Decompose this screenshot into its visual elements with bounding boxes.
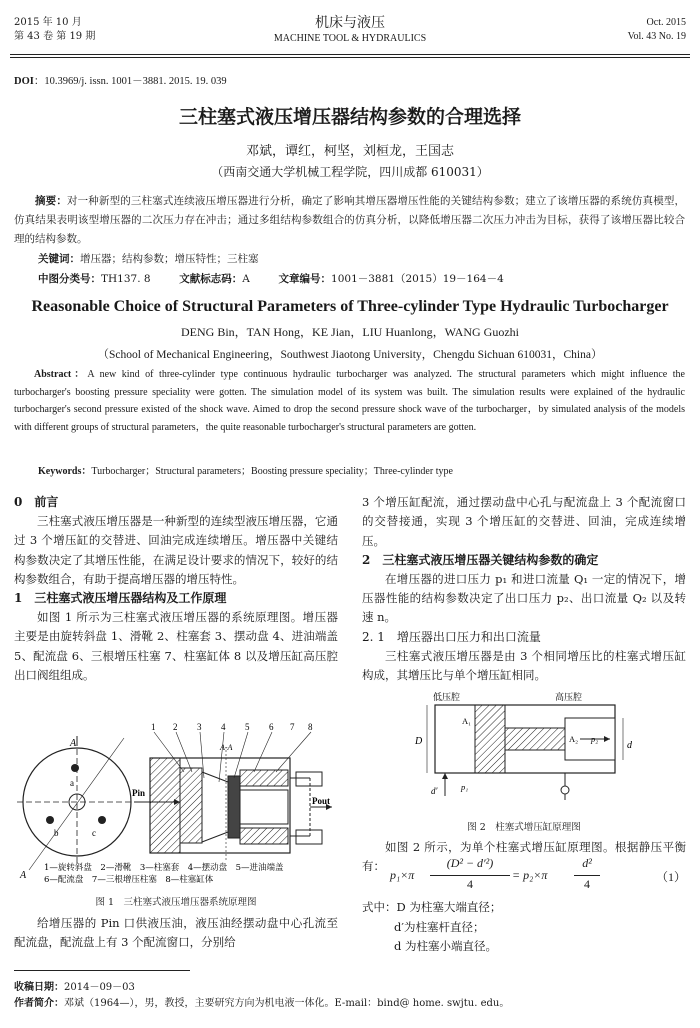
section-2-para: 在增压器的进口压力 p₁ 和进口流量 Q₁ 一定的情况下，增压器性能的结构参数决定了出口压力 p₂、出口流量 Q₂ 以及转速 n。 — [362, 571, 686, 625]
section-1-para: 如图 1 所示为三柱塞式液压增压器的系统原理图。增压器主要是由旋转斜盘 1、滑靴 2、柱塞套 3、摆动盘 4、进油端盖 5、配流盘 6、三根增压柱塞 7、柱塞缸体 8 以及增压缸高压腔出口阀组组成。 — [14, 610, 338, 683]
where-clause — [362, 898, 686, 957]
eq-numerator-2: d² — [582, 856, 592, 870]
figure-1-diagram — [14, 720, 338, 910]
section-2-1-title: 2. 1 增压器出口压力和出口流量 — [362, 629, 541, 644]
figure-2-diagram — [405, 690, 645, 812]
right-column — [362, 493, 686, 685]
fig1-num-8: 8 — [308, 722, 313, 732]
col2-para-1: 3 个增压缸配流，通过摆动盘中心孔与配流盘上 3 个配流窗口的交替接通，实现 3 个增压缸的交替进、回油，完成连续增压。 — [362, 495, 686, 548]
header-date-cn: 2015 年 10 月 — [14, 17, 82, 28]
equation-1 — [390, 856, 686, 896]
section-0-para: 三柱塞式液压增压器是一种新型的连续型液压增压器，它通过 3 个增压缸的交替进、回油完成连续增压。增压器中关键结构参数决定了其增压性能，在满足设计要求的情况下，较好的结构参数组合，有助于提高增压器的增压特性。 — [14, 514, 338, 586]
keywords-label-cn: 关键词： — [38, 253, 80, 265]
fig1-num-4: 4 — [221, 722, 226, 732]
section-2-title: 2 三柱塞式液压增压器关键结构参数的确定 — [362, 552, 599, 567]
fig1-num-1: 1 — [151, 722, 156, 732]
figure-2-caption: 图 2 柱塞式增压缸原理图 — [467, 822, 581, 833]
fig1-label-b-port: b — [54, 828, 59, 838]
fig1-label-c-port: c — [92, 828, 96, 838]
classification-line — [38, 271, 504, 286]
fig1-num-3: 3 — [197, 722, 202, 732]
eq-lhs: p₁×π — [390, 868, 415, 882]
fig2-label-A2: A₂ — [569, 734, 579, 744]
doi-label: DOI — [14, 76, 34, 87]
where-line-2: d′为柱塞杆直径； — [394, 919, 485, 934]
fig1-num-6: 6 — [269, 722, 274, 732]
fig2-label-D: D — [415, 736, 423, 747]
keywords-en — [38, 462, 453, 477]
fig1-label-a-top: A — [70, 738, 77, 749]
header-issue-cn: 第 43 卷 第 19 期 — [14, 31, 96, 42]
journal-title-cn: 机床与液压 — [315, 15, 385, 31]
doccode-value: A — [242, 273, 250, 285]
fig1-legend-line-2: 6—配流盘 7—三根增压柱塞 8—柱塞缸体 — [44, 875, 214, 885]
fig1-pout-label: Pout — [312, 796, 330, 806]
section-2-1-para: 三柱塞式液压增压器是由 3 个相同增压比的柱塞式增压缸构成，其增压比与单个增压缸相同。 — [362, 648, 686, 683]
article-label: 文章编号： — [278, 273, 332, 285]
abstract-label-cn: 摘要： — [35, 195, 67, 207]
authors-cn: 邓斌，谭红，柯坚，刘桓龙，王国志 — [245, 144, 454, 159]
fig2-label-d: d — [627, 740, 632, 751]
keywords-text-en: Turbocharger；Structural parameters；Boosting pressure speciality；Three-cylinder type — [91, 466, 453, 477]
article-value: 1001－3881（2015）19－164－4 — [331, 273, 504, 285]
figure-1-caption: 图 1 三柱塞式液压增压器系统原理图 — [95, 897, 257, 908]
clc-value: TH137. 8 — [101, 273, 151, 285]
where-line-1: 式中：D 为柱塞大端直径； — [362, 900, 502, 914]
received-value: 2014－09－03 — [64, 982, 135, 993]
fig1-label-a-port: a — [70, 778, 74, 788]
abstract-en — [14, 366, 685, 436]
header-center — [0, 14, 700, 46]
header-right — [628, 16, 686, 44]
fig2-label-A1: A₁ — [462, 716, 472, 726]
eq-numerator-1: (D² − d′²) — [446, 856, 494, 870]
fig1-num-5: 5 — [245, 722, 250, 732]
eq-fraction-bar-1 — [430, 875, 510, 876]
fig1-num-2: 2 — [173, 722, 178, 732]
affiliation-en: （School of Mechanical Engineering，Southwest Jiaotong University，Chengdu Sichuan 610031，China） — [97, 349, 603, 361]
paper-title-cn: 三柱塞式液压增压器结构参数的合理选择 — [178, 106, 521, 128]
abstract-text-en: A new kind of three-cylinder type continuous hydraulic turbocharger was analyzed. The structural parameters which might influence the turbocharger's boosting pressure speciality were gotten. The simulation model of its system was built. The simulation results were explained of the hydraulic turbocharger's second pressure existed of the shock wave. Aimed to drop the second pressure shock wave of the turbocharger，by simulated analysis of the models with different groups of structural parameters，the quite reasonable turbocharger's structural parameters are gotten. — [14, 369, 685, 433]
doi-line — [14, 73, 227, 88]
eq-fraction-bar-2 — [574, 875, 600, 876]
author-bio-text: 邓斌（1964—），男，教授，主要研究方向为机电液一体化。E-mail：bind@ home. swjtu. edu。 — [64, 998, 510, 1009]
paper-title-en: Reasonable Choice of Structural Parameters of Three-cylinder Type Hydraulic Turbocharger — [31, 298, 669, 315]
abstract-text-cn: 对一种新型的三柱塞式连续液压增压器进行分析，确定了影响其增压器增压性能的关键结构参数；建立了该增压器的系统仿真模型，仿真结果表明该型增压器的二次压力存在冲击；通过多组结构参数组合的仿真分析，以降低增压器二次压力冲击为目标，获得了该增压器比较合理的结构参数。 — [14, 195, 686, 245]
header-date-en: Oct. 2015 — [646, 17, 686, 28]
clc-label: 中图分类号： — [38, 273, 101, 285]
affiliation-cn: （西南交通大学机械工程学院，四川成都 610031） — [211, 165, 489, 179]
header-rule — [10, 54, 690, 58]
received-label: 收稿日期： — [14, 982, 64, 993]
journal-title-en: MACHINE TOOL & HYDRAULICS — [273, 33, 427, 44]
keywords-cn — [38, 251, 259, 266]
abstract-cn — [14, 192, 685, 249]
received-date — [14, 980, 694, 996]
doi-value: ：10.3969/j. issn. 1001－3881. 2015. 19. 039 — [33, 76, 227, 87]
author-bio-label: 作者简介： — [14, 998, 64, 1009]
section-0-title: 0 前言 — [14, 495, 59, 509]
fig1-num-7: 7 — [290, 722, 295, 732]
section-2-1-para-2: 如图 2 所示，为单个柱塞式增压缸原理图。根据静压平衡有： — [362, 840, 686, 874]
doccode-label: 文献标志码： — [179, 273, 243, 285]
eq-denominator-1: 4 — [467, 877, 473, 891]
keywords-text-cn: 增压器；结构参数；增压特性；三柱塞 — [80, 253, 259, 265]
keywords-label-en: Keywords： — [38, 466, 92, 477]
eq-middle: = p₂×π — [512, 868, 548, 882]
fig1-pin-label: Pin — [132, 788, 146, 798]
footnote-rule — [14, 970, 190, 971]
fig2-label-p1: p₁ — [461, 782, 469, 792]
where-line-3: d 为柱塞小端直径。 — [394, 939, 498, 953]
fig2-label-p2: p₂ — [591, 734, 599, 744]
left-column — [14, 493, 338, 685]
section-1-title: 1 三柱塞式液压增压器结构及工作原理 — [14, 591, 227, 606]
fig2-low-pressure-label: 低压腔 — [433, 693, 461, 703]
fig1-label-aa: A-A — [220, 743, 233, 752]
abstract-label-en: Abstract： — [34, 369, 88, 380]
figure-2 — [405, 690, 645, 812]
eq-denominator-2: 4 — [584, 877, 590, 891]
fig1-legend-line-1: 1—旋转斜盘 2—滑靴 3—柱塞套 4—摆动盘 5—进油端盖 — [44, 863, 284, 873]
author-bio — [14, 996, 694, 1012]
authors-en: DENG Bin，TAN Hong，KE Jian，LIU Huanlong，WANG Guozhi — [181, 325, 519, 339]
fig2-label-dprime: d′ — [431, 786, 438, 796]
eq-number: （1） — [655, 870, 686, 884]
figure-1 — [14, 720, 338, 908]
fig1-label-a-bottom: A — [20, 870, 27, 881]
section-1-para-2: 给增压器的 Pin 口供液压油，液压油经摆动盘中心孔流至配流盘，配流盘上有 3 个配流窗口，分别给 — [14, 916, 338, 950]
header-issue-en: Vol. 43 No. 19 — [627, 31, 686, 42]
footnote — [14, 980, 694, 1012]
fig2-high-pressure-label: 高压腔 — [555, 693, 583, 703]
